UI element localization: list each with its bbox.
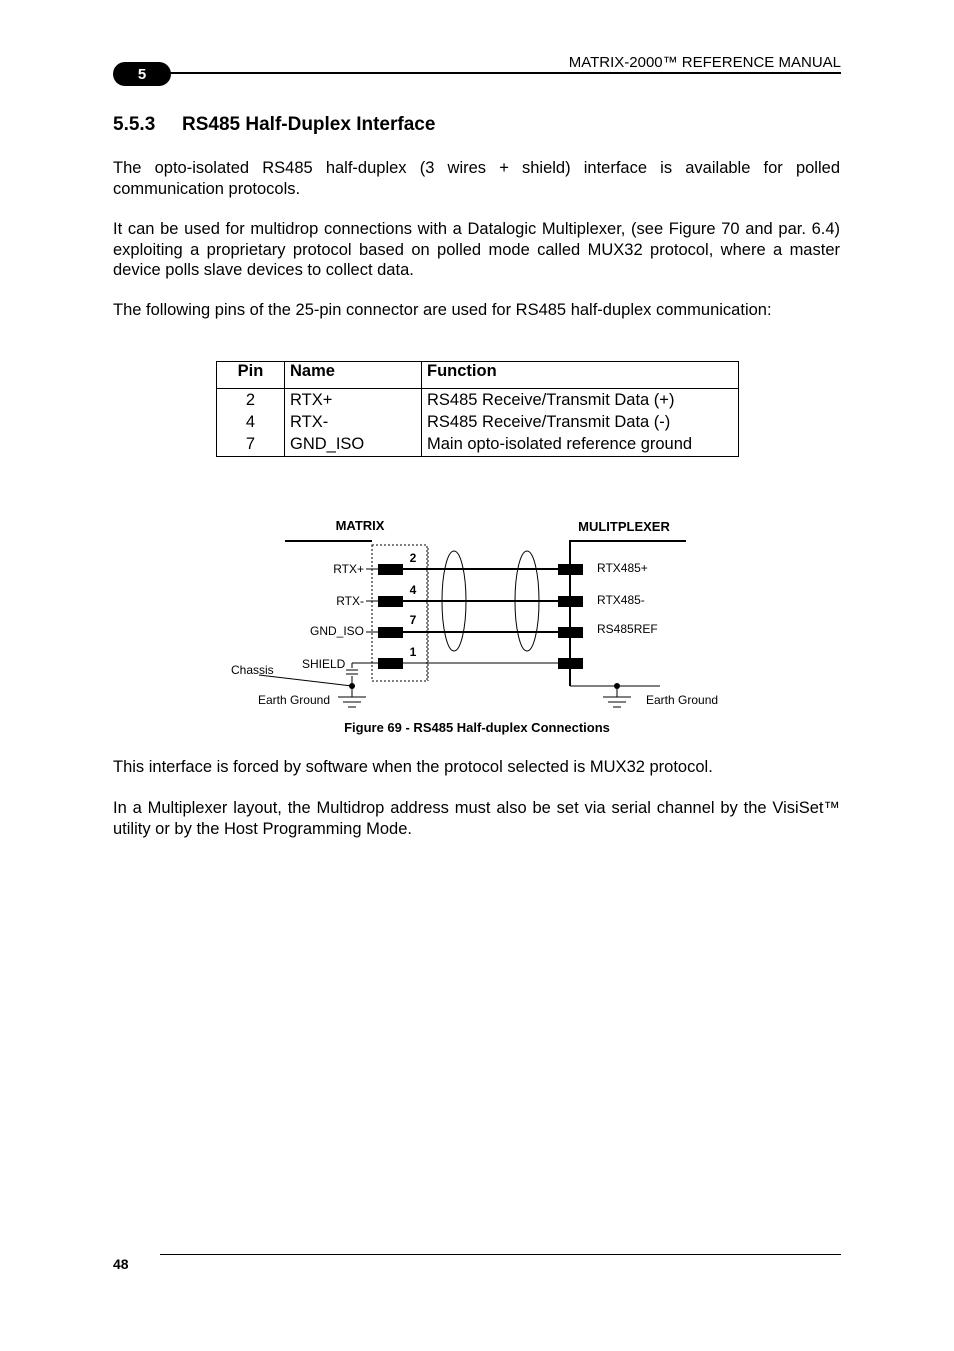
- matrix-pin-1: [378, 658, 403, 669]
- label-earth-ground-right: Earth Ground: [646, 693, 719, 707]
- table-cell-pin: 7: [217, 433, 285, 457]
- paragraph-intro: The opto-isolated RS485 half-duplex (3 wires + shield) interface is available for polled communication protocols.: [113, 159, 840, 198]
- label-pin-1: 1: [409, 645, 417, 659]
- label-shield: SHIELD: [302, 657, 346, 671]
- table-header-function: Function: [422, 362, 739, 389]
- table-cell-name: GND_ISO: [285, 433, 422, 457]
- table-cell-pin: 4: [217, 411, 285, 433]
- figure-caption: Figure 69 - RS485 Half-duplex Connections: [344, 720, 610, 735]
- page-number: 48: [113, 1256, 129, 1272]
- paragraph-multidrop: It can be used for multidrop connections with a Datalogic Multiplexer, (see Figure 70 and par. 6.4) exploiting a proprietary protocol based on polled mode called MUX32 protocol, where a master device polls slave devices to collect data.: [113, 220, 840, 279]
- table-row: [217, 389, 739, 412]
- table-cell-pin: 2: [217, 389, 285, 412]
- table-header-pin: Pin: [217, 362, 285, 389]
- wiring-diagram: [0, 500, 954, 715]
- earth-ground-left-icon: [338, 697, 366, 707]
- signal-wires: [390, 569, 570, 632]
- section-number: 5.5.3: [113, 114, 156, 135]
- section-heading: [113, 114, 435, 136]
- table-cell-name: RTX+: [285, 389, 422, 412]
- label-rtx-plus: RTX+: [333, 562, 364, 576]
- label-pin-2: 2: [409, 551, 417, 565]
- label-earth-ground-left: Earth Ground: [257, 693, 330, 707]
- shield-lead: [352, 663, 378, 668]
- label-multiplexer: MULITPLEXER: [578, 519, 670, 534]
- header-title: MATRIX-2000™ REFERENCE MANUAL: [568, 54, 841, 71]
- matrix-pin-4: [378, 596, 403, 607]
- matrix-pin-7: [378, 627, 403, 638]
- table-header-name: Name: [285, 362, 422, 389]
- header-rule: [160, 72, 841, 74]
- shield-capacitor: [346, 670, 358, 674]
- table-cell-name: RTX-: [285, 411, 422, 433]
- label-chassis: Chassis: [231, 663, 274, 677]
- label-pin-4: 4: [409, 583, 417, 597]
- paragraph-multiplexer-layout: In a Multiplexer layout, the Multidrop address must also be set via serial channel by the VisiSet™ utility or by the Host Programming Mode.: [113, 799, 840, 838]
- footer-rule: [160, 1254, 841, 1255]
- mux-pin-rs485ref: [558, 627, 583, 638]
- table-cell-function: RS485 Receive/Transmit Data (-): [422, 411, 739, 433]
- mux-pin-rtx485-minus: [558, 596, 583, 607]
- table-cell-function: RS485 Receive/Transmit Data (+): [422, 389, 739, 412]
- label-rtx-minus: RTX-: [336, 594, 364, 608]
- label-pin-7: 7: [409, 613, 417, 627]
- paragraph-pins-intro: The following pins of the 25-pin connector are used for RS485 half-duplex communication:: [113, 301, 772, 319]
- section-title: RS485 Half-Duplex Interface: [182, 114, 436, 135]
- mux-pin-shield: [558, 658, 583, 669]
- label-matrix: MATRIX: [335, 518, 385, 533]
- earth-ground-right-icon: [603, 697, 631, 707]
- matrix-pin-2: [378, 564, 403, 575]
- label-rs485ref: RS485REF: [597, 622, 658, 636]
- label-rtx485-minus: RTX485-: [597, 593, 645, 607]
- table-header-row: [217, 362, 739, 389]
- pin-table: [216, 361, 739, 457]
- chapter-tab: 5: [113, 62, 171, 86]
- table-cell-function: Main opto-isolated reference ground: [422, 433, 739, 457]
- mux-pin-rtx485-plus: [558, 564, 583, 575]
- table-row: [217, 411, 739, 433]
- label-rtx485-plus: RTX485+: [597, 561, 648, 575]
- label-gnd-iso: GND_ISO: [309, 624, 364, 638]
- paragraph-forced-by-software: This interface is forced by software when the protocol selected is MUX32 protocol.: [113, 758, 713, 776]
- table-row: [217, 433, 739, 457]
